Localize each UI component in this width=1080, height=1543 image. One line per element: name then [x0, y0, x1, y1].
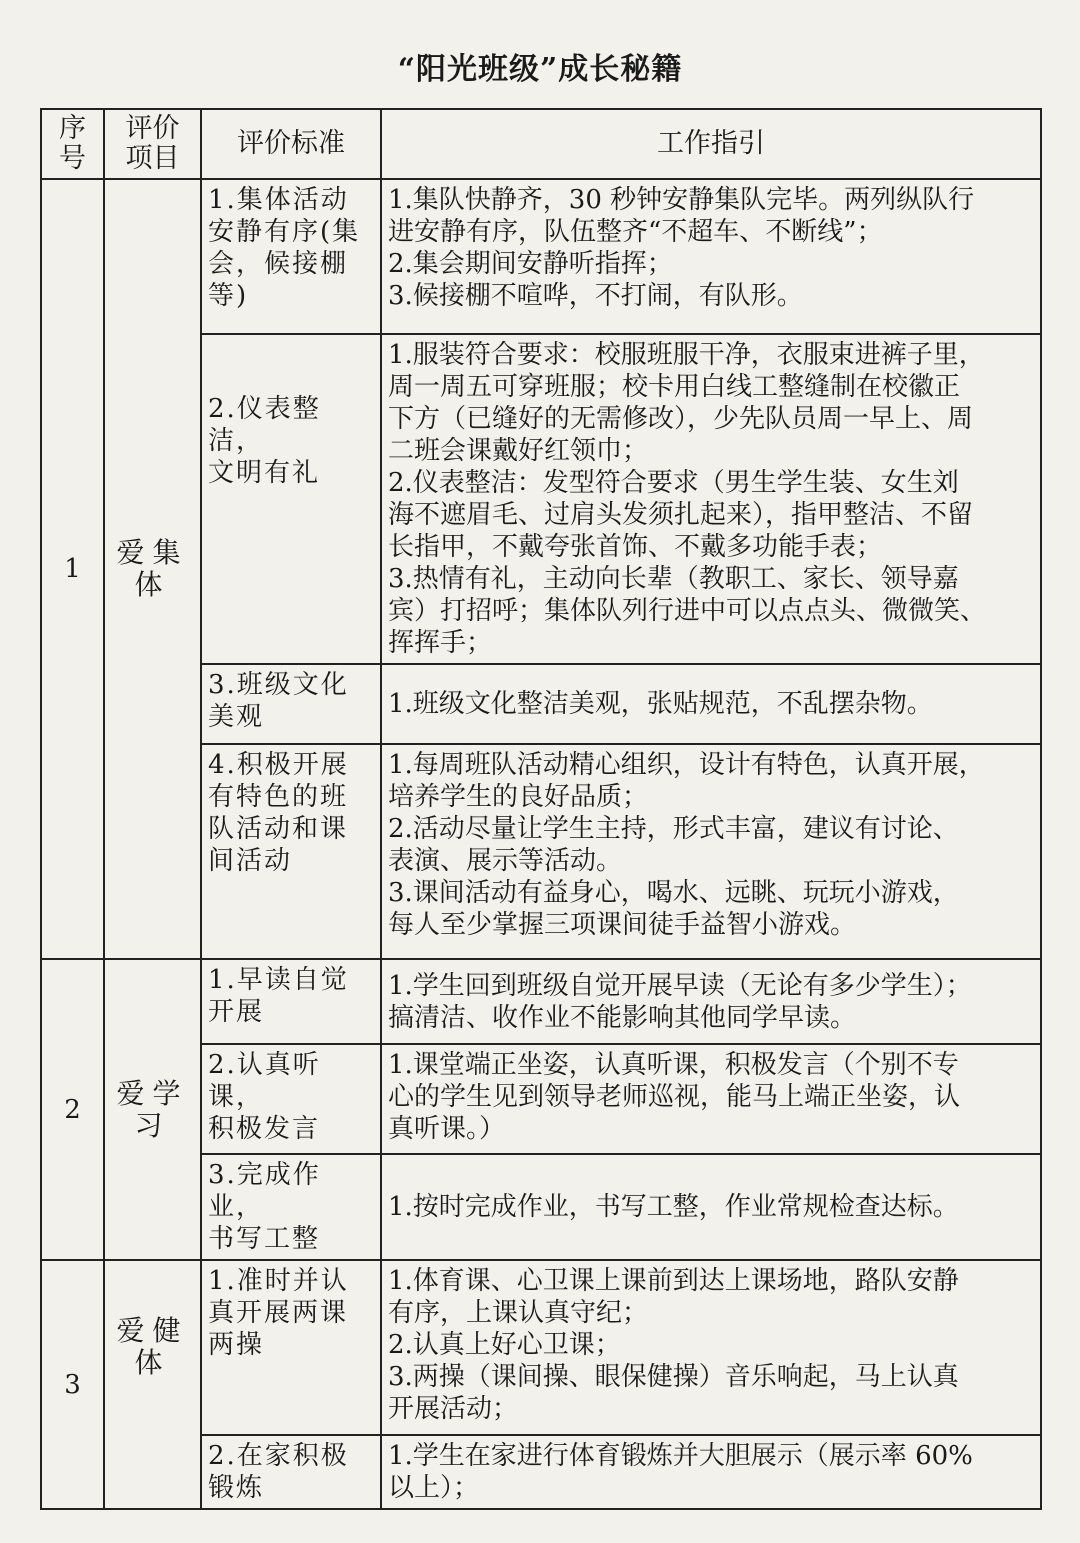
standard-cell: 3.班级文化 美观 — [201, 664, 381, 744]
table-row — [41, 959, 1041, 1044]
standard-cell: 2.认真听课， 积极发言 — [201, 1044, 381, 1154]
standard-cell: 3.完成作业， 书写工整 — [201, 1154, 381, 1260]
table-row — [41, 179, 1041, 334]
document-title: “阳光班级”成长秘籍 — [397, 52, 683, 87]
group-item: 爱健 体 — [104, 1260, 201, 1509]
guide-cell: 1.每周班队活动精心组织，设计有特色，认真开展， 培养学生的良好品质； 2.活动尽量让学生主持，形式丰富，建议有讨论、 表演、展示等活动。 3.课间活动有益身心，喝水、远眺、玩玩小游戏， 每人至少掌握三项课间徒手益智小游戏。 — [381, 744, 1041, 959]
evaluation-table — [40, 108, 1042, 1510]
guide-cell: 1.课堂端正坐姿，认真听课，积极发言（个别不专 心的学生见到领导老师巡视，能马上端正坐姿，认 真听课。） — [381, 1044, 1041, 1154]
group-number: 1 — [41, 179, 104, 959]
group-number: 2 — [41, 959, 104, 1260]
header-standard: 评价标准 — [201, 109, 381, 179]
header-guide: 工作指引 — [381, 109, 1041, 179]
guide-cell: 1.学生在家进行体育锻炼并大胆展示（展示率 60% 以上）； — [381, 1435, 1041, 1509]
standard-cell: 2.在家积极 锻炼 — [201, 1435, 381, 1509]
guide-cell: 1.班级文化整洁美观，张贴规范，不乱摆杂物。 — [381, 664, 1041, 744]
standard-cell: 4.积极开展 有特色的班 队活动和课 间活动 — [201, 744, 381, 959]
table-row — [41, 1260, 1041, 1435]
guide-cell: 1.学生回到班级自觉开展早读（无论有多少学生）； 搞清洁、收作业不能影响其他同学早读。 — [381, 959, 1041, 1044]
group-number: 3 — [41, 1260, 104, 1509]
header-row — [41, 109, 1041, 179]
standard-cell: 1.早读自觉 开展 — [201, 959, 381, 1044]
standard-cell: 1.准时并认 真开展两课 两操 — [201, 1260, 381, 1435]
standard-cell: 2.仪表整洁， 文明有礼 — [201, 334, 381, 664]
standard-cell: 1.集体活动 安静有序(集 会，候接棚 等) — [201, 179, 381, 334]
header-no: 序 号 — [41, 109, 104, 179]
guide-cell: 1.按时完成作业，书写工整，作业常规检查达标。 — [381, 1154, 1041, 1260]
header-item: 评价 项目 — [104, 109, 201, 179]
guide-cell: 1.体育课、心卫课上课前到达上课场地，路队安静 有序，上课认真守纪； 2.认真上好心卫课； 3.两操（课间操、眼保健操）音乐响起，马上认真 开展活动； — [381, 1260, 1041, 1435]
guide-cell: 1.服装符合要求：校服班服干净，衣服束进裤子里， 周一周五可穿班服；校卡用白线工整缝制在校徽正 下方（已缝好的无需修改），少先队员周一早上、周 二班会课戴好红领巾； 2.仪表整洁：发型符合要求（男生学生装、女生刘 海不遮眉毛、过肩头发须扎起来），指甲整洁、不留 长指甲，不戴夸张首饰、不戴多功能手表； 3.热情有礼，主动向长辈（教职工、家长、领导嘉 宾）打招呼；集体队列行进中可以点点头、微微笑、 挥挥手； — [381, 334, 1041, 664]
group-item: 爱学 习 — [104, 959, 201, 1260]
group-item: 爱集 体 — [104, 179, 201, 959]
guide-cell: 1.集队快静齐，30 秒钟安静集队完毕。两列纵队行 进安静有序，队伍整齐“不超车、不断线”； 2.集会期间安静听指挥； 3.候接棚不喧哗，不打闹，有队形。 — [381, 179, 1041, 334]
